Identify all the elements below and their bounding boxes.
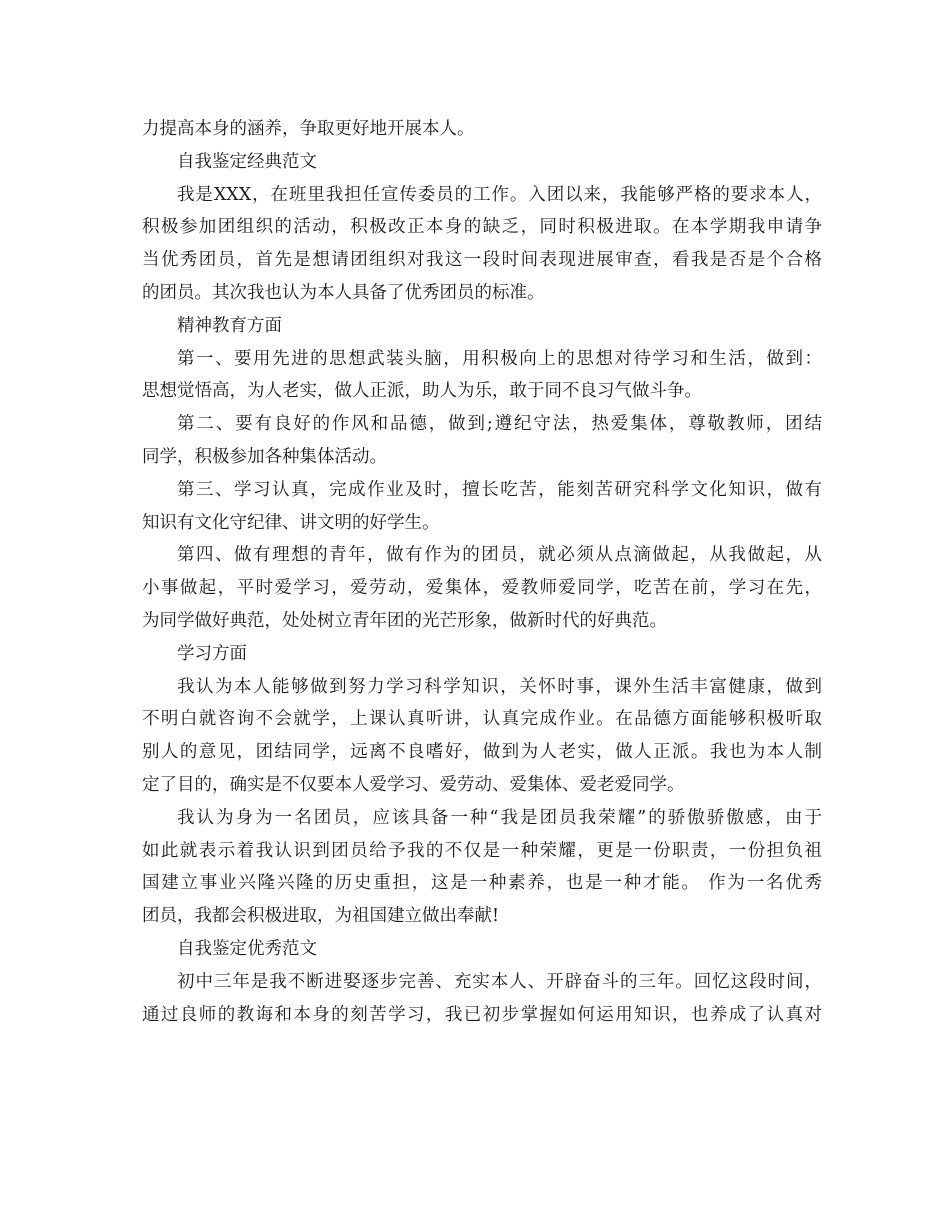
paragraph-line: 别人的意见，团结同学，远离不良嗜好，做到为人老实，做人正派。我也为本人制	[142, 742, 822, 763]
paragraph-line: 同学，积极参加各种集体活动。	[142, 446, 387, 467]
paragraph-line: 第三、学习认真，完成作业及时，擅长吃苦，能刻苦研究科学文化知识，做有	[177, 479, 822, 500]
paragraph-line: 团员，我都会积极进取，为祖国建立做出奉献!	[142, 906, 500, 927]
paragraph-line: 初中三年是我不断进娶逐步完善、充实本人、开辟奋斗的三年。回忆这段时间，	[177, 971, 822, 992]
paragraph-line: 第一、要用先进的思想武装头脑，用积极向上的思想对待学习和生活，做到：	[177, 348, 822, 369]
paragraph-line: 小事做起，平时爱学习，爱劳动，爱集体，爱教师爱同学，吃苦在前，学习在先，	[142, 578, 822, 599]
section-heading: 精神教育方面	[177, 315, 282, 336]
paragraph-line: 的团员。其次我也认为本人具备了优秀团员的标准。	[142, 282, 545, 303]
paragraph-line: 国建立事业兴隆兴隆的历史重担，这是一种素养，也是一种才能。 作为一名优秀	[142, 873, 822, 894]
section-heading: 自我鉴定经典范文	[177, 151, 317, 172]
paragraph-line: 我认为身为一名团员，应该具备一种“我是团员我荣耀”的骄傲骄傲感，由于	[177, 807, 822, 828]
document-body	[142, 113, 822, 1031]
paragraph-line: 第四、做有理想的青年，做有作为的团员，就必须从点滴做起，从我做起，从	[177, 545, 822, 566]
paragraph-line: 我认为本人能够做到努力学习科学知识，关怀时事，课外生活丰富健康，做到	[177, 676, 822, 697]
paragraph-line: 不明白就咨询不会就学，上课认真听讲，认真完成作业。在品德方面能够积极听取	[142, 709, 822, 730]
paragraph-line: 第二、要有良好的作风和品德，做到;遵纪守法，热爱集体，尊敬教师，团结	[177, 414, 822, 435]
paragraph-line: 当优秀团员，首先是想请团组织对我这一段时间表现进展审查，看我是否是个合格	[142, 250, 822, 271]
paragraph-line: 如此就表示着我认识到团员给予我的不仅是一种荣耀，更是一份职责，一份担负祖	[142, 840, 822, 861]
paragraph-line: 力提高本身的涵养，争取更好地开展本人。	[142, 119, 475, 139]
paragraph-line: 通过良师的教诲和本身的刻苦学习，我已初步掌握如何运用知识，也养成了认真对	[142, 1004, 822, 1025]
section-heading: 自我鉴定优秀范文	[177, 938, 317, 959]
paragraph-line: 为同学做好典范，处处树立青年团的光芒形象，做新时代的好典范。	[142, 610, 667, 631]
paragraph-line: 积极参加团组织的活动，积极改正本身的缺乏，同时积极进取。在本学期我申请争	[142, 217, 822, 238]
paragraph-line: 知识有文化守纪律、讲文明的好学生。	[142, 512, 440, 533]
section-heading: 学习方面	[177, 643, 247, 664]
paragraph-line: 我是XXX，在班里我担任宣传委员的工作。入团以来，我能够严格的要求本人，	[177, 184, 822, 205]
paragraph-line: 定了目的，确实是不仅要本人爱学习、爱劳动、爱集体、爱老爱同学。	[142, 774, 685, 795]
paragraph-line: 思想觉悟高，为人老实，做人正派，助人为乐，敢于同不良习气做斗争。	[142, 381, 702, 402]
